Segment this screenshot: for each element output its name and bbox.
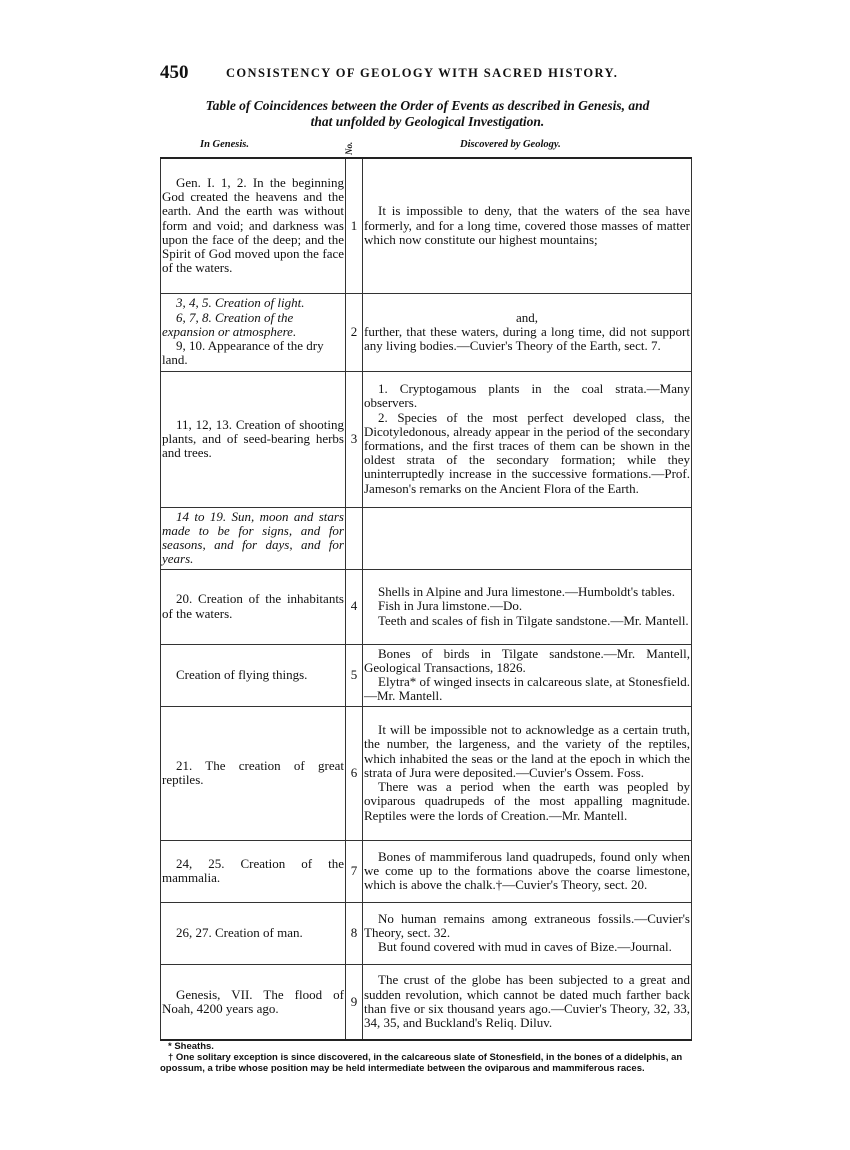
- table-row: [161, 902, 692, 964]
- geology-text: Teeth and scales of fish in Tilgate sandstone.—Mr. Mantell.: [378, 612, 689, 628]
- row-number: 9: [346, 964, 363, 1040]
- genesis-cell: [161, 706, 346, 840]
- genesis-text: 6, 7, 8. Creation of the expansion or atmosphere.: [162, 309, 297, 339]
- footnote-sheaths: * Sheaths.: [168, 1041, 214, 1052]
- row-number: 3: [346, 371, 363, 507]
- row-number: 2: [346, 293, 363, 371]
- genesis-text: 14 to 19. Sun, moon and stars made to be for signs, and for seasons, and for days, and for years.: [162, 508, 344, 567]
- column-header-number: No.: [344, 141, 354, 155]
- geology-text: further, that these waters, during a long time, did not support any living bodies.—Cuvier's Theory of the Earth, sect. 7.: [364, 323, 690, 354]
- genesis-cell: [161, 158, 346, 293]
- genesis-cell: [161, 293, 346, 371]
- geology-cell: [363, 964, 692, 1040]
- coincidence-table: [160, 157, 692, 1041]
- table-row: [161, 840, 692, 902]
- geology-cell: [363, 902, 692, 964]
- table-row: [161, 706, 692, 840]
- footnotes: [160, 1041, 692, 1074]
- genesis-text: 11, 12, 13. Creation of shooting plants, and of seed-bearing herbs and trees.: [162, 416, 344, 461]
- geology-text: Elytra* of winged insects in calcareous slate, at Stonesfield.—Mr. Mantell.: [364, 674, 690, 704]
- geology-text: No human remains among extraneous fossils.—Cuvier's Theory, sect. 32.: [364, 910, 690, 940]
- table-row: [161, 507, 692, 569]
- table-row: [161, 293, 692, 371]
- row-number: 4: [346, 569, 363, 644]
- geology-cell: [363, 840, 692, 902]
- geology-cell: [363, 644, 692, 706]
- table-row: [161, 569, 692, 644]
- table-row: [161, 644, 692, 706]
- geology-cell: [363, 371, 692, 507]
- table-row: [161, 158, 692, 293]
- geology-text: But found covered with mud in caves of Bize.—Journal.: [378, 939, 672, 955]
- geology-text: Bones of birds in Tilgate sandstone.—Mr. Mantell, Geological Transactions, 1826.: [364, 645, 690, 675]
- genesis-cell: [161, 840, 346, 902]
- genesis-text: 9, 10. Appearance of the dry land.: [162, 338, 324, 368]
- geology-cell: [363, 293, 692, 371]
- column-headers: [160, 137, 690, 157]
- geology-text: The crust of the globe has been subjected to a great and sudden revolution, which cannot be dated much farther back than five or six thousand years ago.—Cuvier's Theory, 32, 33, 34, 35, and Buckland's Reliq. Diluv.: [364, 972, 690, 1030]
- page-header: [160, 62, 690, 84]
- row-number: 8: [346, 902, 363, 964]
- row-number: 6: [346, 706, 363, 840]
- genesis-cell: [161, 644, 346, 706]
- genesis-cell: [161, 902, 346, 964]
- column-header-genesis: In Genesis.: [200, 139, 250, 150]
- caption-line-1: Table of Coincidences between the Order of Events as described in Genesis, and: [205, 98, 650, 113]
- caption-line-2: that unfolded by Geological Investigation.: [310, 114, 545, 129]
- table-row: [161, 371, 692, 507]
- geology-text: Bones of mammiferous land quadrupeds, found only when we come up to the formations above the coarse limestone, which is above the chalk.†—Cuvier's Theory, sect. 20.: [364, 848, 690, 893]
- genesis-cell: [161, 964, 346, 1040]
- genesis-text: Gen. I. 1, 2. In the beginning God created the heavens and the earth. And the earth was without form and void; and darkness was upon the face of the deep; and the Spirit of God moved upon the face of the waters.: [162, 175, 344, 276]
- genesis-text: Creation of flying things.: [176, 666, 308, 682]
- genesis-cell: [161, 507, 346, 569]
- geology-text: and,: [515, 309, 539, 325]
- genesis-text: Genesis, VII. The flood of Noah, 4200 years ago.: [162, 986, 344, 1016]
- row-number: 5: [346, 644, 363, 706]
- footnote-exception: † One solitary exception is since discovered, in the calcareous slate of Stonesfield, in the bones of a didelphis, an opossum, a tribe whose position may be held intermediate between the oviparous and mammiferous races.: [160, 1052, 683, 1074]
- geology-text: 1. Cryptogamous plants in the coal strata.—Many observers.: [364, 381, 690, 411]
- geology-cell: [363, 158, 692, 293]
- row-number: 7: [346, 840, 363, 902]
- page-number: 450: [160, 62, 189, 83]
- genesis-cell: [161, 371, 346, 507]
- table-caption: [160, 98, 695, 130]
- geology-cell: [363, 507, 692, 569]
- running-title: CONSISTENCY OF GEOLOGY WITH SACRED HISTORY.: [226, 66, 619, 80]
- genesis-text: 26, 27. Creation of man.: [176, 924, 303, 940]
- genesis-text: 24, 25. Creation of the mammalia.: [162, 855, 344, 885]
- table-row: [161, 964, 692, 1040]
- column-header-geology: Discovered by Geology.: [460, 139, 561, 150]
- genesis-text: 21. The creation of great reptiles.: [162, 757, 344, 787]
- genesis-text: 20. Creation of the inhabitants of the waters.: [162, 591, 344, 621]
- genesis-text: 3, 4, 5. Creation of light.: [176, 295, 305, 311]
- geology-text: It will be impossible not to acknowledge as a certain truth, the number, the largeness, and the variety of the reptiles, which inhabited the seas or the land at the epoch in which the strata of Jura were deposited.—Cuvier's Ossem. Foss.: [364, 722, 690, 780]
- geology-text: Shells in Alpine and Jura limestone.—Humboldt's tables.: [378, 584, 675, 600]
- geology-cell: [363, 569, 692, 644]
- geology-text: Fish in Jura limstone.—Do.: [378, 598, 523, 614]
- row-number: 1: [346, 158, 363, 293]
- geology-text: There was a period when the earth was peopled by oviparous quadrupeds of the most appalling magnitude. Reptiles were the lords of Creation.—Mr. Mantell.: [364, 779, 690, 823]
- geology-cell: [363, 706, 692, 840]
- row-number: [346, 507, 363, 569]
- genesis-cell: [161, 569, 346, 644]
- geology-text: 2. Species of the most perfect developed class, the Dicotyledonous, already appear in the period of the secondary formations, and the first traces of them can be shown in the oldest strata of the secondary formation; while they uninterruptedly increase in the successive formations.—Prof. Jameson's remarks on the Ancient Flora of the Earth.: [364, 409, 690, 496]
- geology-text: It is impossible to deny, that the waters of the sea have formerly, and for a long time, covered those masses of matter which now constitute our highest mountains;: [364, 203, 690, 247]
